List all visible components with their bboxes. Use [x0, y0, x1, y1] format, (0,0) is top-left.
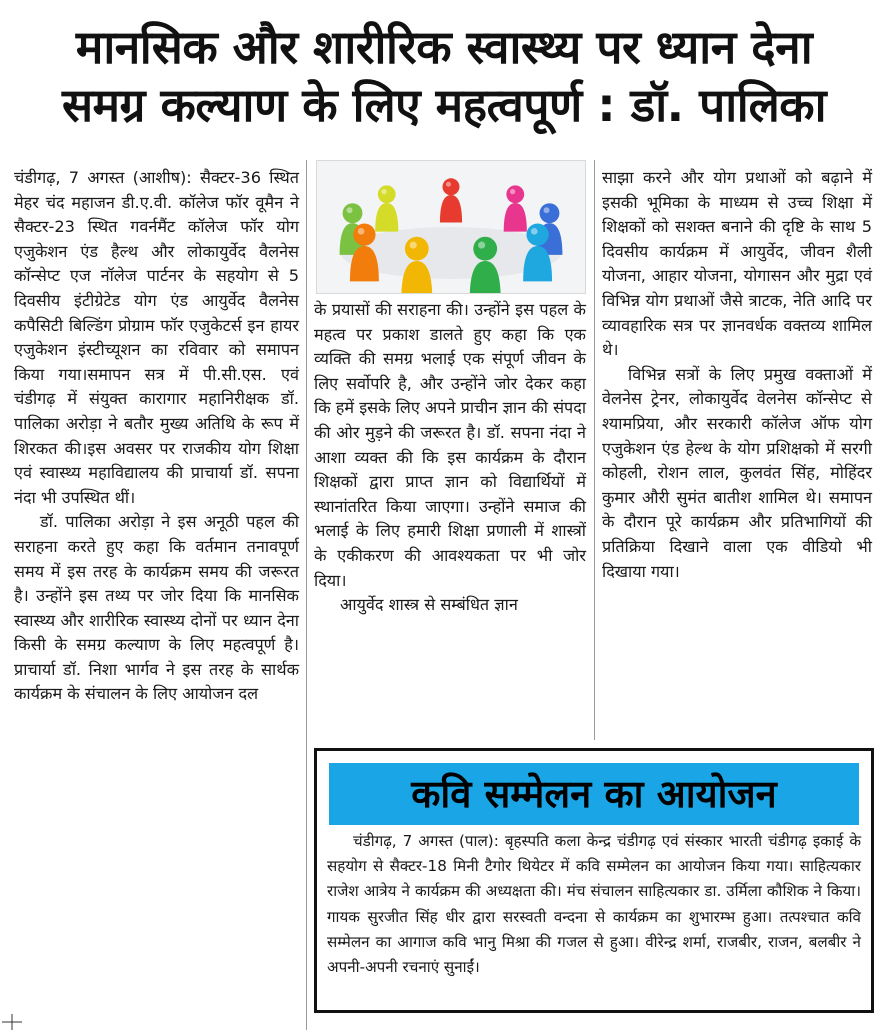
- column-3-paragraph-2: विभिन्न सत्रों के लिए प्रमुख वक्ताओं में वेलनेस ट्रेनर, लोकायुर्वेद वेलनेस कॉन्सेप्ट से श्यामप्रिया, और सरकारी कॉलेज ऑफ योग एजुकेशन एंड हेल्थ के योग प्रशिक्षको में सरगी कोहली, रोशन लाल, कुलवंत सिंह, मोहिंदर कुमार औरी सुमंत बातीश शामिल थे। समापन के दौरान पूरे कार्यक्रम और प्रतिभागियों की प्रतिक्रिया दिखाने वाला एक वीडियो भी दिखाया गया।: [602, 364, 872, 581]
- article-photo: [316, 160, 586, 294]
- column-1-paragraph-2: डॉ. पालिका अरोड़ा ने इस अनूठी पहल की सराहना करते हुए कहा कि वर्तमान तनावपूर्ण समय में इस तरह के कार्यक्रम समय की जरूरत है। उन्होंने इस तथ्य पर जोर दिया कि मानसिक स्वास्थ्य और शारीरिक स्वास्थ्य दोनों पर ध्यान देना किसी के समग्र कल्याण के लिए महत्वपूर्ण है। प्राचार्या डॉ. निशा भार्गव ने इस तरह के सार्थक कार्यक्रम के संचालन के लिए आयोजन दल: [14, 512, 299, 704]
- headline: [14, 18, 874, 134]
- person-figure-icon: [504, 185, 527, 231]
- column-1-paragraph-1: चंडीगढ़, 7 अगस्त (आशीष): सैक्टर-36 स्थित मेहर चंद महाजन डी.ए.वी. कॉलेज फॉर वूमैन ने सैक्टर-23 स्थित गवर्नमैंट कॉलेज फॉर योग एजुकेशन एंड हैल्थ और लोकायुर्वेद वैलनेस कॉन्सेप्ट एज नॉलेज पार्टनर के सहयोग से 5 दिवसीय इंटीग्रेटेड योग एंड आयुर्वेद वैलनेस कपैसिटी बिल्डिंग प्रोग्राम फॉर एजुकेटर्स इन हायर एजुकेशन इंस्टीच्यूशन का रविवार को समापन किया गया।समापन सत्र में पी.सी.एस. एवं चंडीगढ़ में संयुक्त कारागार महानिरीक्षक डॉ. पालिका अरोड़ा ने बतौर मुख्य अतिथि के रूप में शिरकत की।इस अवसर पर राजकीय योग शिक्षा एवं स्वास्थ्य महाविद्यालय की प्राचार्या डॉ. सपना नंदा भी उपस्थित थीं।: [14, 168, 299, 507]
- article-column-3: [602, 166, 872, 584]
- sidebox-kavi-sammelan: [314, 748, 874, 1013]
- column-divider-2: [594, 160, 595, 740]
- crop-mark-icon: [2, 1014, 22, 1030]
- person-figure-icon: [375, 185, 398, 231]
- sidebox-body: [327, 829, 861, 980]
- column-divider-1: [306, 160, 307, 1030]
- sidebox-title: कवि सम्मेलन का आयोजन: [329, 763, 859, 825]
- person-figure-icon: [440, 178, 462, 222]
- column-3-paragraph-1: साझा करने और योग प्रथाओं को बढ़ाने में इसकी भूमिका के माध्यम से उच्च शिक्षा में शिक्षकों को सशक्त बनाने की दृष्टि के साथ 5 दिवसीय कार्यक्रम में आयुर्वेद, जीवन शैली योजना, आहार योजना, योगासन और मुद्रा एवं विभिन्न योग प्रथाओं जैसे त्राटक, नेति आदि पर व्यावहारिक सत्र पर ज्ञानवर्धक वक्तव्य शामिल थे।: [602, 168, 872, 360]
- headline-line-2: समग्र कल्याण के लिए महत्वपूर्ण : डॉ. पालिका: [61, 78, 827, 132]
- column-2-paragraph-2: आयुर्वेद शास्त्र से सम्बंधित ज्ञान: [340, 595, 518, 615]
- article-column-1: [14, 166, 299, 707]
- article-column-2: [314, 298, 586, 618]
- people-circle-illustration-icon: [317, 161, 585, 293]
- column-2-paragraph-1: के प्रयासों की सराहना की। उन्होंने इस पहल के महत्व पर प्रकाश डालते हुए कहा कि एक व्यक्ति की समग्र भलाई एक संपूर्ण जीवन के लिए सर्वोपरि है, और उन्होंने जोर देकर कहा कि हमें इसके लिए अपने प्राचीन ज्ञान की संपदा की ओर मुड़ने की जरूरत है। डॉ. सपना नंदा ने आशा व्यक्त की कि इस कार्यक्रम के दौरान शिक्षकों द्वारा प्राप्त ज्ञान को विद्यार्थियों में स्थानांतरित किया जाएगा। उन्होंने समाज की भलाई के लिए हमारी शिक्षा प्रणाली में शास्त्रों के एकीकरण की आवश्यकता पर भी जोर दिया।: [314, 300, 587, 590]
- sidebox-paragraph: चंडीगढ़, 7 अगस्त (पाल): बृहस्पति कला केन्द्र चंडीगढ़ एवं संस्कार भारती चंडीगढ़ इकाई के सहयोग से सैक्टर-18 मिनी टैगोर थियेटर में कवि सम्मेलन का आयोजन किया गया। साहित्यकार राजेश आत्रेय ने कार्यक्रम की अध्यक्षता की। मंच संचालन साहित्यकार डा. उर्मिला कौशिक ने किया। गायक सुरजीत सिंह धीर द्वारा सरस्वती वन्दना से कार्यक्रम का शुभारम्भ हुआ। तत्पश्चात कवि सम्मेलन का आगाज कवि भानु मिश्रा की गजल से हुआ। वीरेन्द्र शर्मा, राजबीर, राजन, बलबीर ने अपनी-अपनी रचनाएं सुनाईं।: [327, 832, 861, 977]
- headline-line-1: मानसिक और शारीरिक स्वास्थ्य पर ध्यान देना: [75, 20, 813, 74]
